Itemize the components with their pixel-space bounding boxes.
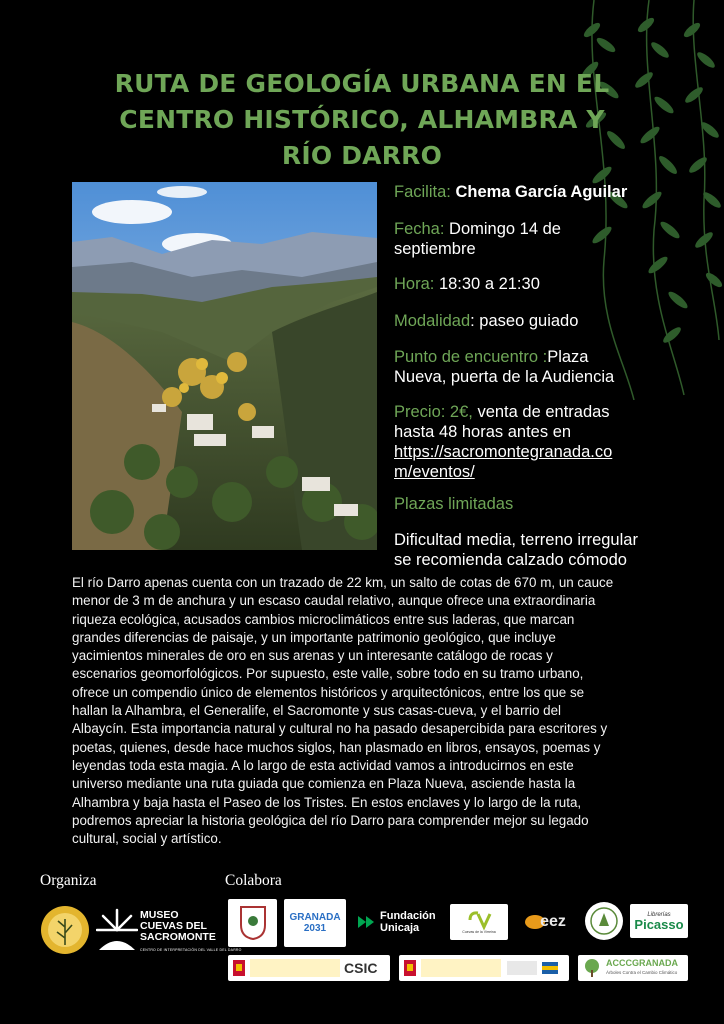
body-line: menor de 3 m de anchura y un escaso caudal relativo, aunque ofrece una extraordinaria (72, 593, 596, 609)
facilita-label: Facilita: (394, 183, 451, 201)
body-line: hallan la Alhambra, el Generalife, el Sacromonte y sus casas-cueva, y el barrio del (72, 703, 562, 719)
body-line: Albaycín. Esta importancia natural y cultural no ha pasado desapercibida para escritores y (72, 721, 608, 737)
museo-subtitle: CENTRO DE INTERPRETACIÓN DEL VALLE DEL DARRO (140, 948, 242, 952)
dificultad-line-1: Dificultad media, terreno irregular (394, 531, 638, 549)
description-text (72, 574, 662, 848)
plazas-label: Plazas limitadas (394, 495, 514, 513)
title-line-2: CENTRO HISTÓRICO, ALHAMBRA Y (119, 105, 605, 134)
body-line: riqueza ecológica, acusados cambios microclimáticos entre sus laderas, que marcan (72, 611, 575, 627)
granada-2031-text: GRANADA 2031 (289, 912, 341, 934)
precio-label: Precio: 2€, (394, 403, 473, 421)
body-line: ofrece un compendio único de elementos históricos y arquitectónicos, entre los que se (72, 684, 585, 700)
ministry-band (250, 959, 340, 977)
body-line: grandes diferencias de paisaje, y un importante patrimonio geológico, que incluye (72, 629, 556, 645)
title-line-1: RUTA DE GEOLOGÍA URBANA EN EL (114, 69, 610, 98)
granada-city-logo (228, 899, 277, 947)
ministerio-ciencia-csic-logo (228, 955, 390, 981)
fecha-row (394, 219, 694, 259)
cv-mark-icon (466, 910, 492, 930)
body-line: universo mediante una ruta guiada que comienza en Plaza Nueva, asciende hasta la (72, 776, 576, 792)
colabora-label: Colabora (225, 872, 282, 889)
naturalist-association-seal-icon (40, 905, 90, 955)
hora-label: Hora: (394, 275, 435, 293)
body-line: cultural, social y artístico. (72, 831, 222, 847)
title-line-3: RÍO DARRO (281, 141, 443, 170)
darro-valley-photo (72, 182, 377, 550)
precio-value-2: hasta 48 horas antes en (394, 423, 572, 441)
plazas-row (394, 494, 694, 514)
punto-row (394, 347, 694, 387)
dificultad-line-2: se recomienda calzado cómodo (394, 551, 627, 569)
body-line: El río Darro apenas cuenta con un trazado de 22 km, un salto de cotas de 670 m, un cauce (72, 575, 614, 590)
cv-text: Cuevas de la Virreina (462, 930, 496, 934)
tickets-link-1[interactable]: https://sacromontegranada.co (394, 443, 613, 461)
modalidad-row (394, 311, 694, 331)
acccg-line-2: Árboles Contra el Cambio Climático (606, 970, 678, 975)
fundacion-line-2: Unicaja (380, 922, 420, 934)
csic-text: CSIC (344, 960, 378, 976)
eez-logo (514, 906, 576, 938)
fundacion-unicaja-logo (356, 904, 440, 940)
librerias-text: Librerías (647, 911, 671, 918)
granada-2031-logo (284, 899, 346, 947)
modalidad-label: Modalidad (394, 312, 471, 330)
punto-value-2: Nueva, puerta de la Audiencia (394, 368, 615, 386)
ministerio-transicion-ecologica-logo (399, 955, 569, 981)
fecha-label: Fecha: (394, 220, 445, 238)
body-line: poetas, quienes, desde hace muchos siglos, han plasmado en libros, ensayos, poemas y (72, 739, 601, 755)
spain-shield-icon (232, 959, 246, 977)
museo-cuevas-logo-icon (96, 908, 138, 952)
modalidad-value: : paseo guiado (470, 312, 579, 330)
acccgranada-logo (578, 955, 688, 981)
body-line: leyendas toda esta magia. A lo largo de esta actividad vamos a introducirnos en este (72, 757, 574, 773)
recicla-alhambra-logo (585, 902, 623, 940)
fecha-value-2: septiembre (394, 240, 476, 258)
museo-line-2: CUEVAS DEL (140, 920, 207, 932)
body-line: podremos apreciar la historia geológica del río Darro para comprender mejor su legado (72, 812, 589, 828)
cuevas-virreina-logo (450, 904, 508, 940)
facilita-row (394, 182, 694, 202)
body-line: yacimientos minerales de oro en sus arenas y un interesante catálogo de rocas y (72, 648, 553, 664)
precio-value-1: venta de entradas (472, 403, 610, 421)
punto-value-1: Plaza (547, 348, 589, 366)
museo-line-3: SACROMONTE (140, 931, 216, 943)
body-line: escenarios geomorfológicos. Por supuesto, este valle, sobre todo en su tramo urbano, (72, 666, 584, 682)
hora-value: 18:30 a 21:30 (434, 275, 540, 293)
tree-icon (582, 958, 602, 978)
organiza-label: Organiza (40, 872, 97, 889)
eez-text: eez (540, 913, 566, 930)
precio-row (394, 402, 694, 482)
ministry-band (421, 959, 501, 977)
spain-shield-icon (403, 959, 417, 977)
unicaja-mark-icon (356, 912, 376, 932)
coat-of-arms-icon (239, 905, 267, 941)
picasso-text: Picasso (634, 916, 684, 932)
acccg-line-1: ACCCGRANADA (606, 958, 678, 968)
facilita-value: Chema García Aguilar (455, 183, 628, 201)
tickets-link-2[interactable]: m/eventos/ (394, 463, 475, 481)
fundacion-line-1: Fundación (380, 910, 436, 922)
page-title (60, 66, 664, 174)
body-line: Alhambra y baja hasta el Paseo de los Tristes. En estos enclaves y lo largo de la ruta, (72, 794, 582, 810)
circular-seal-icon (589, 906, 619, 936)
flag-icon (541, 959, 559, 977)
museo-cuevas-name (140, 910, 242, 956)
museo-line-1: MUSEO (140, 909, 179, 921)
hora-row (394, 274, 694, 294)
librerias-picasso-logo (630, 904, 688, 938)
punto-label: Punto de encuentro : (394, 348, 548, 366)
dificultad-row (394, 530, 694, 570)
fecha-value-1: Domingo 14 de (444, 220, 561, 238)
parques-nacionales-mark (507, 961, 537, 975)
